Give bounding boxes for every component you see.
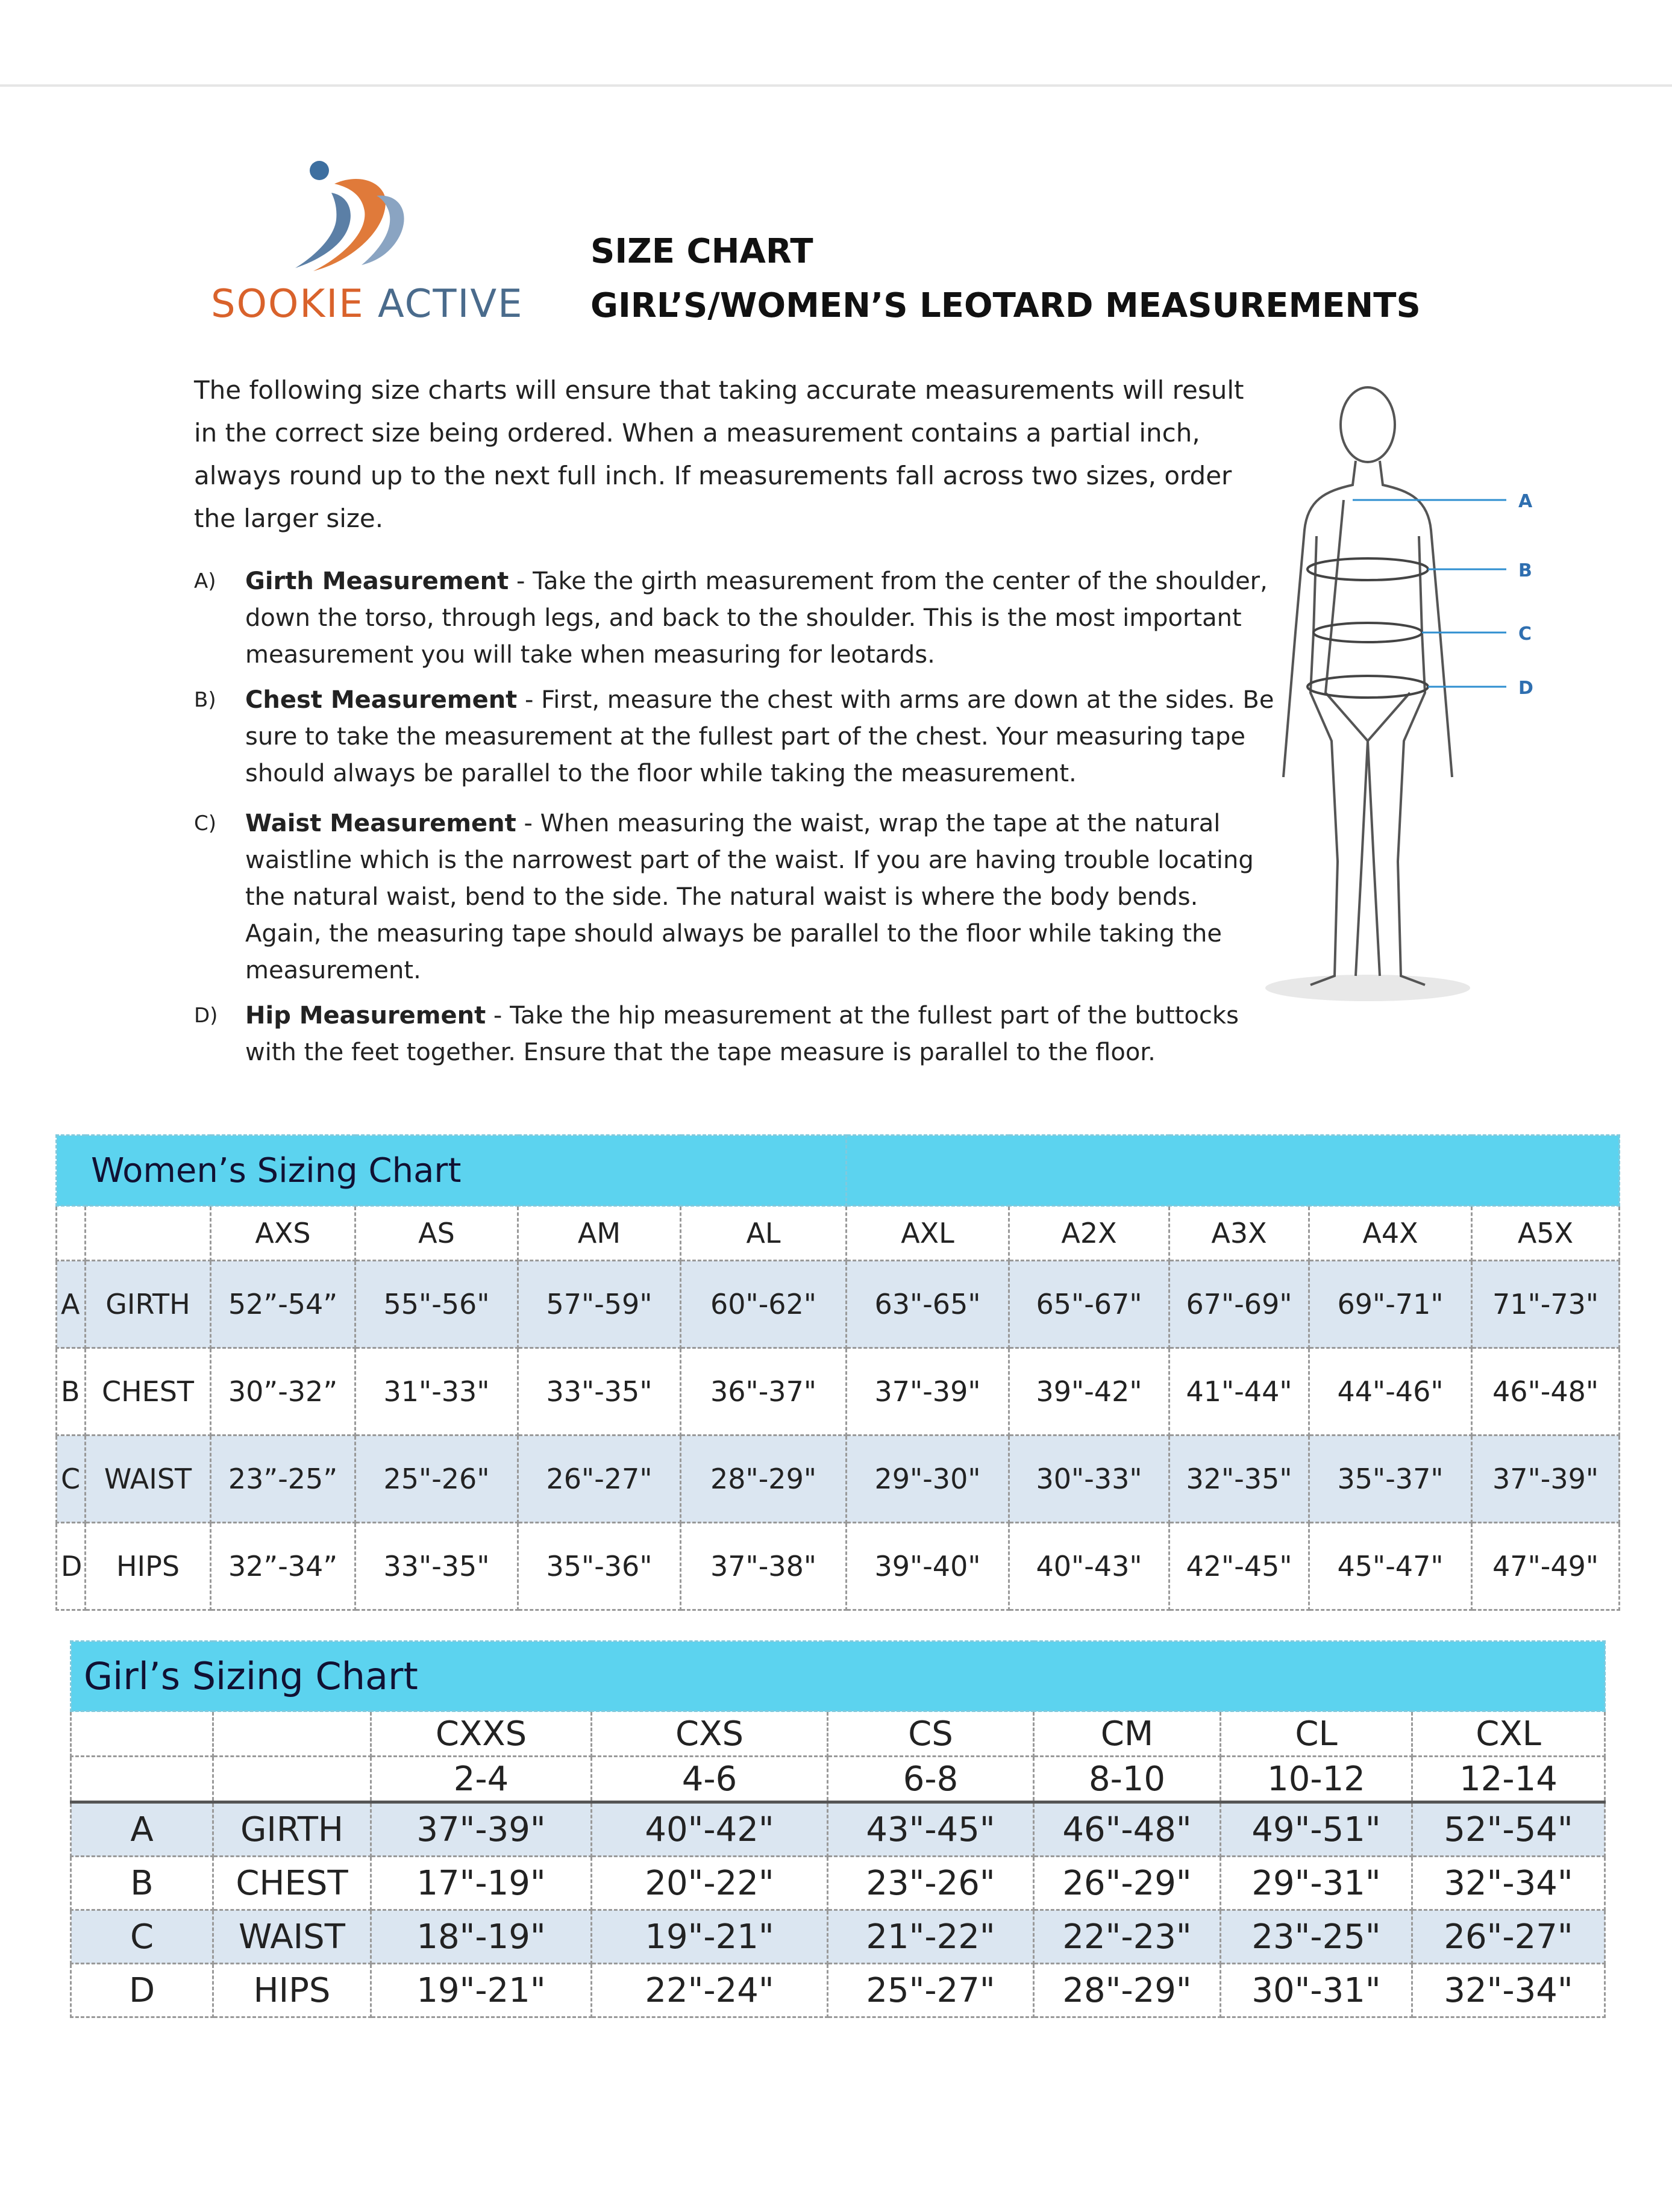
intro-paragraph (194, 369, 1248, 540)
table-cell: 42"-45" (1169, 1523, 1309, 1610)
table-cell: 19"-21" (592, 1910, 828, 1964)
row-label: HIPS (86, 1523, 211, 1610)
top-divider (0, 84, 1672, 87)
step-girth (194, 563, 1279, 673)
header-blank (86, 1206, 211, 1261)
row-label: GIRTH (86, 1261, 211, 1348)
table-cell: 32"-34" (1412, 1964, 1605, 2017)
step-title: Chest Measurement (245, 686, 518, 714)
header-blank (71, 1757, 213, 1802)
row-letter: A (71, 1802, 213, 1857)
table-cell: 30"-31" (1221, 1964, 1412, 2017)
girls-sizing-table (70, 1640, 1606, 2018)
step-chest (194, 682, 1279, 792)
table-cell: 22"-24" (592, 1964, 828, 2017)
table-cell: 28"-29" (681, 1436, 847, 1523)
table-cell: 31"-33" (355, 1348, 518, 1436)
table-cell: 18"-19" (371, 1910, 592, 1964)
intro-line: in the correct size being ordered. When a measurement contains a partial inch, (194, 418, 1200, 448)
table-cell: 30"-33" (1009, 1436, 1169, 1523)
figure-tape-bands (1307, 558, 1428, 698)
row-letter: C (71, 1910, 213, 1964)
size-header: AXL (847, 1206, 1009, 1261)
step-title: Girth Measurement (245, 567, 509, 595)
table-cell: 29"-30" (847, 1436, 1009, 1523)
table-row (71, 1910, 1605, 1964)
table-cell: 57"-59" (518, 1261, 681, 1348)
size-header: AS (355, 1206, 518, 1261)
step-letter: A) (194, 569, 216, 593)
table-cell: 23"-25" (1221, 1910, 1412, 1964)
intro-line: always round up to the next full inch. If measurements fall across two sizes, order (194, 461, 1232, 490)
girls-table-title: Girl’s Sizing Chart (71, 1642, 1605, 1711)
age-header: 10-12 (1221, 1757, 1412, 1802)
measurement-steps (194, 563, 1279, 1079)
table-cell: 40"-43" (1009, 1523, 1169, 1610)
size-header: A3X (1169, 1206, 1309, 1261)
row-label: HIPS (213, 1964, 371, 2017)
size-header: AL (681, 1206, 847, 1261)
row-letter: C (57, 1436, 86, 1523)
table-cell: 47"-49" (1472, 1523, 1620, 1610)
table-cell: 30”-32” (211, 1348, 355, 1436)
table-cell: 40"-42" (592, 1802, 828, 1857)
row-label: GIRTH (213, 1802, 371, 1857)
row-letter: B (71, 1857, 213, 1910)
row-label: WAIST (86, 1436, 211, 1523)
table-cell: 19"-21" (371, 1964, 592, 2017)
table-cell: 60"-62" (681, 1261, 847, 1348)
table-cell: 32”-34” (211, 1523, 355, 1610)
table-cell: 46"-48" (1034, 1802, 1221, 1857)
table-cell: 29"-31" (1221, 1857, 1412, 1910)
size-header: AM (518, 1206, 681, 1261)
row-letter: B (57, 1348, 86, 1436)
womens-sizing-table (55, 1134, 1620, 1611)
table-cell: 17"-19" (371, 1857, 592, 1910)
table-cell: 46"-48" (1472, 1348, 1620, 1436)
table-cell: 52"-54" (1412, 1802, 1605, 1857)
step-letter: D) (194, 1004, 218, 1028)
size-header: CXL (1412, 1711, 1605, 1757)
table-cell: 25"-26" (355, 1436, 518, 1523)
table-cell: 37"-39" (371, 1802, 592, 1857)
womens-table-title: Women’s Sizing Chart (57, 1136, 847, 1206)
table-cell: 21"-22" (828, 1910, 1034, 1964)
size-header: CM (1034, 1711, 1221, 1757)
figure-label-b: B (1518, 560, 1532, 581)
age-header: 2-4 (371, 1757, 592, 1802)
figure-leader-lines (1353, 500, 1506, 687)
table-cell: 39"-40" (847, 1523, 1009, 1610)
step-waist (194, 805, 1279, 989)
step-text: - When measuring the waist, wrap the tape at the natural waistline which is the narrowest part of the waist. If you are having trouble locating the natural waist, bend to the side. The natural waist is where the body bends. Again, the measuring tape should always be parallel to the floor while taking the measurement. (245, 810, 1254, 984)
step-text: - Take the hip measurement at the fullest part of the buttocks with the feet together. Ensure that the tape measure is parallel to the floor. (245, 1002, 1239, 1066)
header-blank (57, 1206, 86, 1261)
table-cell: 55"-56" (355, 1261, 518, 1348)
row-letter: D (71, 1964, 213, 2017)
table-row (57, 1261, 1620, 1348)
size-header: A4X (1309, 1206, 1472, 1261)
table-row (71, 1857, 1605, 1910)
logo-word-sookie: SOOKIE (211, 282, 365, 326)
table-row (57, 1523, 1620, 1610)
page-title: SIZE CHART (590, 232, 813, 271)
age-header: 4-6 (592, 1757, 828, 1802)
table-cell: 26"-29" (1034, 1857, 1221, 1910)
table-cell: 33"-35" (518, 1348, 681, 1436)
row-letter: D (57, 1523, 86, 1610)
table-cell: 33"-35" (355, 1523, 518, 1610)
table-cell: 28"-29" (1034, 1964, 1221, 2017)
row-label: WAIST (213, 1910, 371, 1964)
table-cell: 63"-65" (847, 1261, 1009, 1348)
step-text: - First, measure the chest with arms are down at the sides. Be sure to take the measurement at the fullest part of the chest. Your measuring tape should always be parallel to the floor while taking the measurement. (245, 686, 1274, 787)
header-blank (213, 1757, 371, 1802)
logo-wordmark (211, 282, 524, 326)
table-cell: 36"-37" (681, 1348, 847, 1436)
step-text: - Take the girth measurement from the center of the shoulder, down the torso, through legs, and back to the shoulder. This is the most important measurement you will take when measuring for leotards. (245, 567, 1268, 669)
step-letter: B) (194, 688, 216, 712)
table-cell: 32"-34" (1412, 1857, 1605, 1910)
table-cell: 23"-26" (828, 1857, 1034, 1910)
page-subtitle: GIRL’S/WOMEN’S LEOTARD MEASUREMENTS (590, 286, 1421, 325)
table-cell: 37"-39" (847, 1348, 1009, 1436)
intro-line: The following size charts will ensure that taking accurate measurements will result (194, 375, 1244, 405)
womens-title-fill (847, 1136, 1620, 1206)
table-row (57, 1348, 1620, 1436)
logo-word-active: ACTIVE (378, 282, 524, 326)
step-letter: C) (194, 811, 217, 836)
table-cell: 26"-27" (518, 1436, 681, 1523)
row-label: CHEST (86, 1348, 211, 1436)
size-header: AXS (211, 1206, 355, 1261)
table-row (57, 1436, 1620, 1523)
figure-label-c: C (1518, 623, 1532, 645)
step-title: Hip Measurement (245, 1002, 486, 1029)
table-cell: 25"-27" (828, 1964, 1034, 2017)
header-blank (213, 1711, 371, 1757)
table-cell: 65"-67" (1009, 1261, 1169, 1348)
table-cell: 32"-35" (1169, 1436, 1309, 1523)
table-cell: 71"-73" (1472, 1261, 1620, 1348)
table-cell: 22"-23" (1034, 1910, 1221, 1964)
size-header: CL (1221, 1711, 1412, 1757)
intro-line: the larger size. (194, 504, 384, 533)
figure-label-a: A (1518, 491, 1533, 512)
table-cell: 49"-51" (1221, 1802, 1412, 1857)
figure-shadow (1265, 975, 1470, 1001)
header-blank (71, 1711, 213, 1757)
table-cell: 67"-69" (1169, 1261, 1309, 1348)
size-header: A5X (1472, 1206, 1620, 1261)
row-label: CHEST (213, 1857, 371, 1910)
body-measurement-figure (1253, 380, 1591, 1012)
table-cell: 39"-42" (1009, 1348, 1169, 1436)
size-header: CS (828, 1711, 1034, 1757)
age-header: 8-10 (1034, 1757, 1221, 1802)
table-cell: 45"-47" (1309, 1523, 1472, 1610)
size-header: A2X (1009, 1206, 1169, 1261)
table-cell: 41"-44" (1169, 1348, 1309, 1436)
table-cell: 44"-46" (1309, 1348, 1472, 1436)
size-header: CXXS (371, 1711, 592, 1757)
logo-head-dot (310, 161, 329, 180)
table-cell: 37"-38" (681, 1523, 847, 1610)
table-cell: 52”-54” (211, 1261, 355, 1348)
table-row (71, 1802, 1605, 1857)
table-cell: 69"-71" (1309, 1261, 1472, 1348)
table-cell: 37"-39" (1472, 1436, 1620, 1523)
row-letter: A (57, 1261, 86, 1348)
age-header: 12-14 (1412, 1757, 1605, 1802)
table-cell: 20"-22" (592, 1857, 828, 1910)
step-title: Waist Measurement (245, 810, 516, 837)
table-cell: 23”-25” (211, 1436, 355, 1523)
table-cell: 26"-27" (1412, 1910, 1605, 1964)
age-header: 6-8 (828, 1757, 1034, 1802)
size-header: CXS (592, 1711, 828, 1757)
table-cell: 35"-36" (518, 1523, 681, 1610)
table-cell: 43"-45" (828, 1802, 1034, 1857)
table-cell: 35"-37" (1309, 1436, 1472, 1523)
step-hip (194, 998, 1279, 1071)
figure-label-d: D (1518, 678, 1533, 699)
table-row (71, 1964, 1605, 2017)
